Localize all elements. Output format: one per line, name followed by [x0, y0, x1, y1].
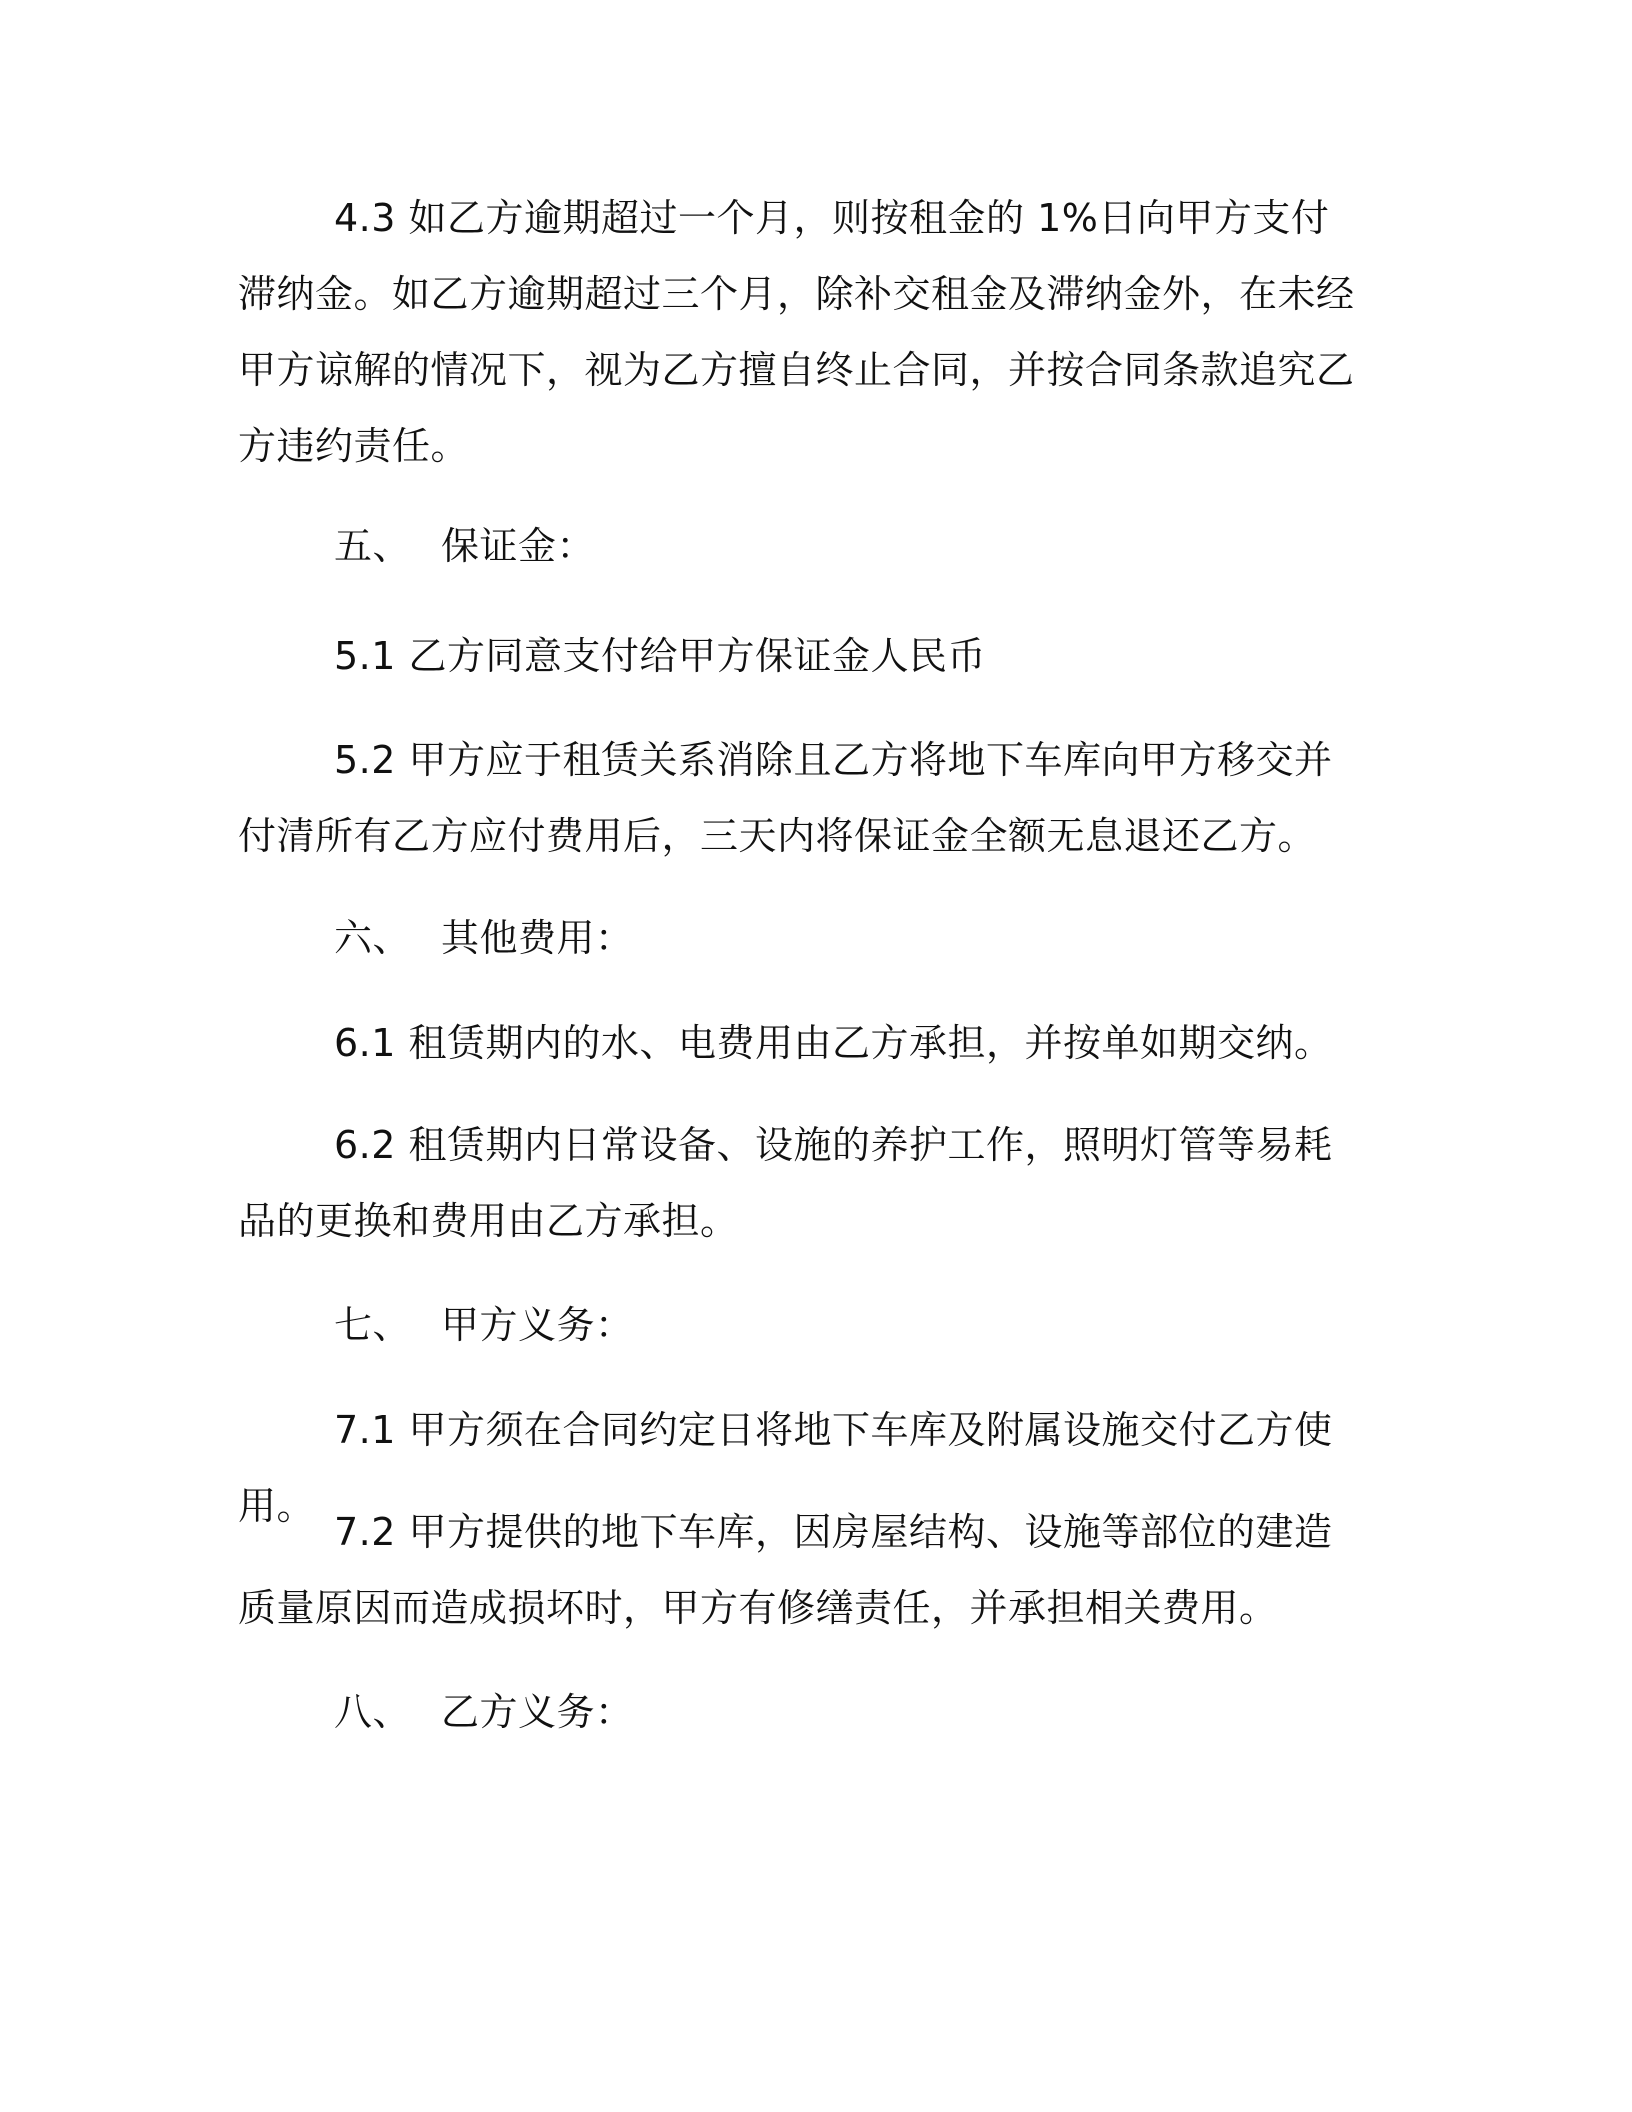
section-title: 乙方义务： — [441, 1690, 634, 1734]
section-number: 六、 — [334, 916, 412, 960]
clause-6-1: 6.1 租赁期内的水、电费用由乙方承担，并按单如期交纳。 — [334, 1021, 1333, 1065]
section-heading-6 — [334, 900, 634, 976]
section-title: 保证金： — [441, 524, 596, 568]
section-title: 甲方义务： — [441, 1303, 634, 1347]
section-heading-5 — [334, 508, 595, 584]
clause-4-3: 4.3 如乙方逾期超过一个月，则按租金的 1%日向甲方支付滞纳金。如乙方逾期超过三个月，除补交租金及滞纳金外，在未经甲方谅解的情况下，视为乙方擅自终止合同，并按合同条款追究乙方违约责任。 — [238, 196, 1355, 468]
section-heading-8 — [334, 1674, 634, 1750]
section-number: 五、 — [334, 524, 412, 568]
clause-7-2: 7.2 甲方提供的地下车库，因房屋结构、设施等部位的建造质量原因而造成损坏时，甲方有修缮责任，并承担相关费用。 — [238, 1510, 1333, 1630]
clause-5-1: 5.1 乙方同意支付给甲方保证金人民币 — [334, 634, 987, 678]
clause-6-2: 6.2 租赁期内日常设备、设施的养护工作，照明灯管等易耗品的更换和费用由乙方承担。 — [238, 1123, 1333, 1243]
clause-7-1: 7.1 甲方须在合同约定日将地下车库及附属设施交付乙方使用。 — [238, 1408, 1333, 1528]
clause-5-2: 5.2 甲方应于租赁关系消除且乙方将地下车库向甲方移交并付清所有乙方应付费用后，三天内将保证金全额无息退还乙方。 — [238, 738, 1333, 858]
section-number: 八、 — [334, 1690, 412, 1734]
section-heading-7 — [334, 1287, 634, 1363]
section-number: 七、 — [334, 1303, 412, 1347]
section-title: 其他费用： — [441, 916, 634, 960]
